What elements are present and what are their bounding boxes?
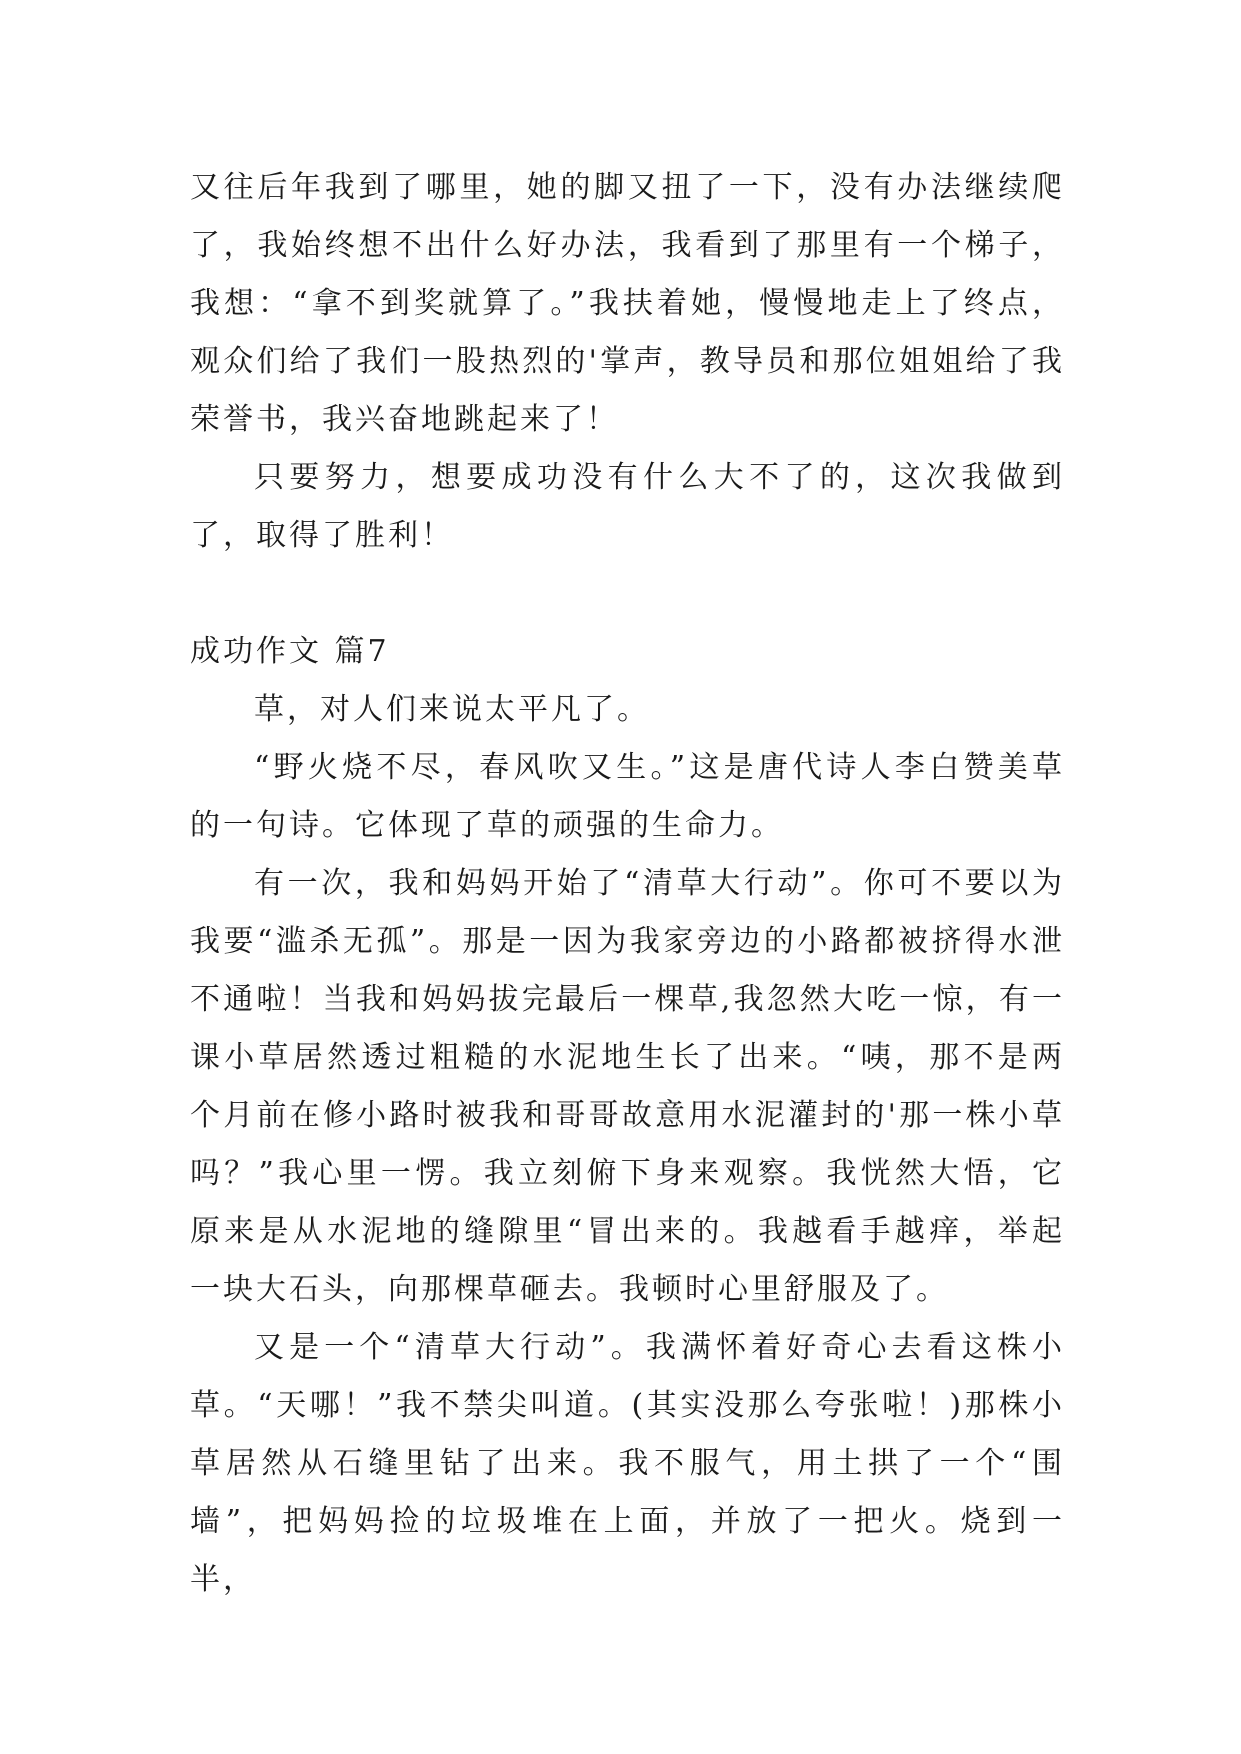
paragraph-conclusion: 只要努力，想要成功没有什么大不了的，这次我做到了，取得了胜利！ xyxy=(190,460,1065,553)
section-heading: 成功作文 篇7 xyxy=(190,634,390,669)
paragraph-second-weeding: 又是一个“清草大行动”。我满怀着好奇心去看这株小草。“天哪！”我不禁尖叫道。(其实没那么夸张啦！)那株小草居然从石缝里钻了出来。我不服气，用土拱了一个“围墙”，把妈妈捡的垃圾堆在上面，并放了一把火。烧到一半， xyxy=(190,1330,1065,1597)
paragraph-weeding: 有一次，我和妈妈开始了“清草大行动”。你可不要以为我要“滥杀无孤”。那是一因为我家旁边的小路都被挤得水泄不通啦！当我和妈妈拔完最后一棵草,我忽然大吃一惊，有一课小草居然透过粗糙的水泥地生长了出来。“咦，那不是两个月前在修小路时被我和哥哥故意用水泥灌封的'那一株小草吗？”我心里一愣。我立刻俯下身来观察。我恍然大悟，它原来是从水泥地的缝隙里“冒出来的。我越看手越痒，举起一块大石头，向那棵草砸去。我顿时心里舒服及了。 xyxy=(190,866,1065,1307)
text-block-top xyxy=(190,159,1065,565)
paragraph-poem: “野火烧不尽，春风吹又生。”这是唐代诗人李白赞美草的一句诗。它体现了草的顽强的生命力。 xyxy=(190,750,1065,843)
paragraph-grass-intro: 草，对人们来说太平凡了。 xyxy=(254,692,650,727)
text-block-essay-7 xyxy=(190,623,1065,1609)
paragraph-ladder-story: 又往后年我到了哪里，她的脚又扭了一下，没有办法继续爬了，我始终想不出什么好办法，我看到了那里有一个梯子，我想：“拿不到奖就算了。”我扶着她，慢慢地走上了终点，观众们给了我们一股热烈的'掌声，教导员和那位姐姐给了我荣誉书，我兴奋地跳起来了！ xyxy=(190,170,1065,437)
